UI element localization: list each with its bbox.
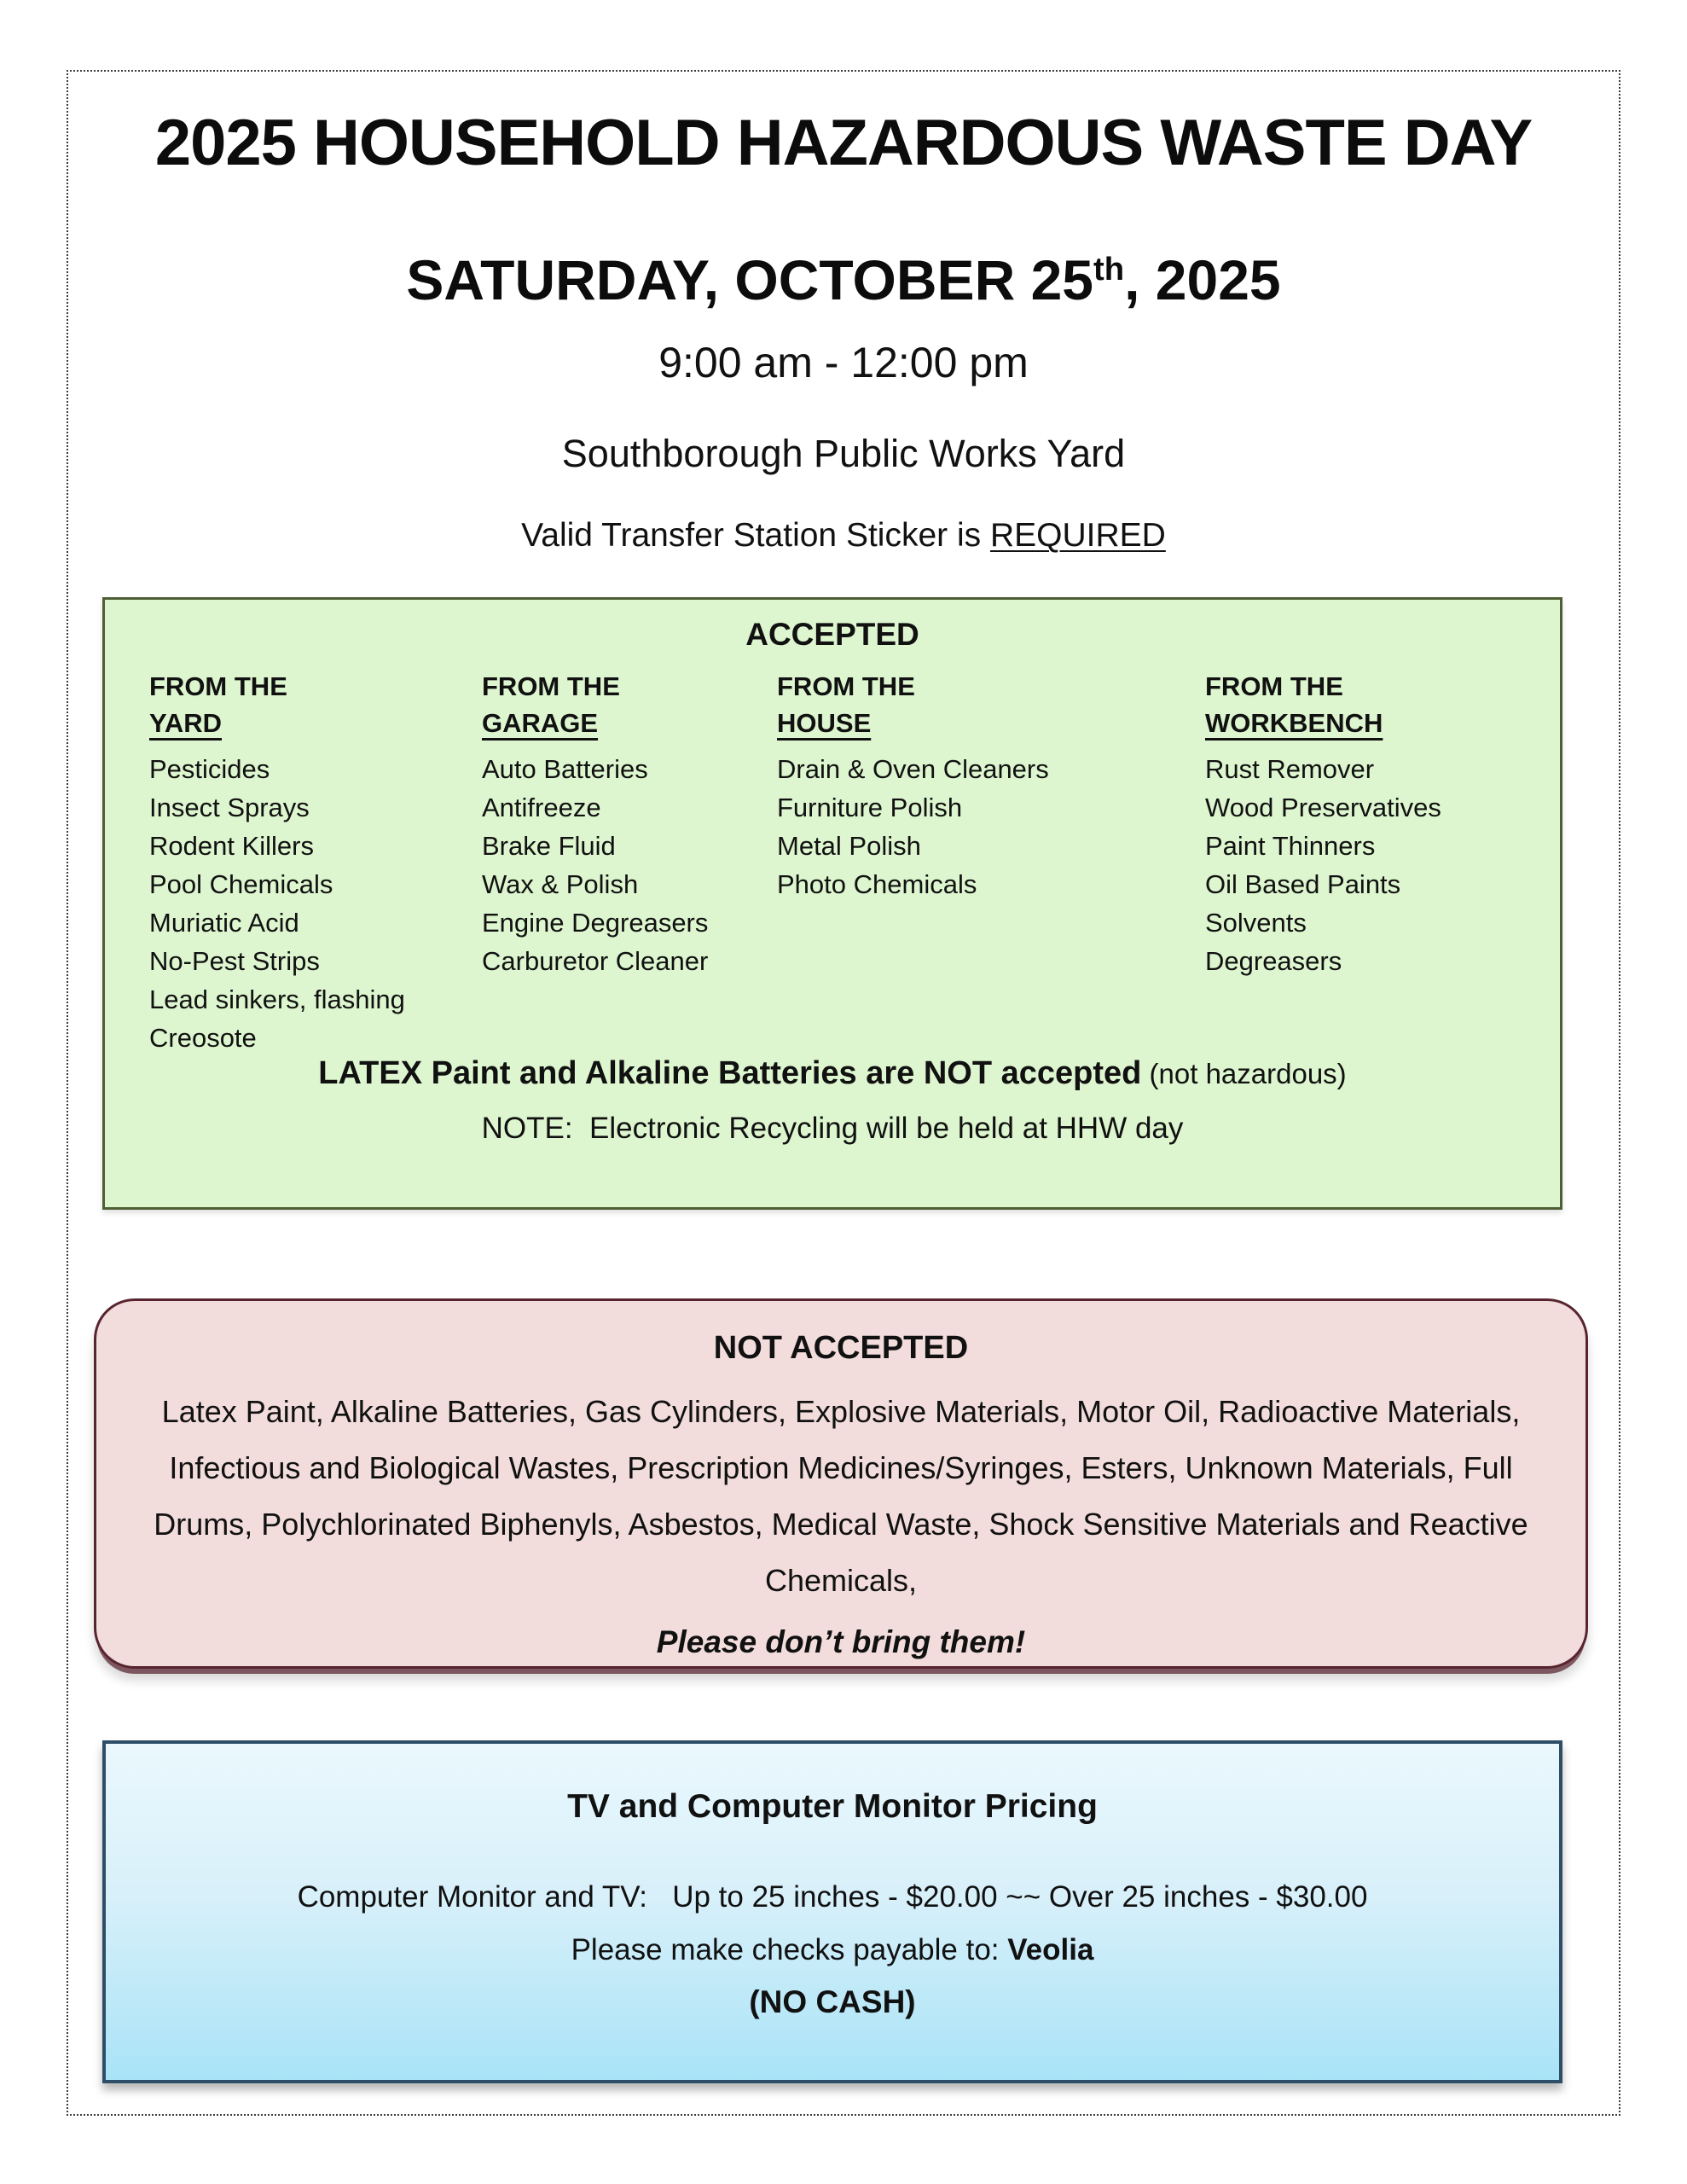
not-accepted-heading: NOT ACCEPTED [713, 1330, 969, 1366]
event-date-main: SATURDAY, OCTOBER 25 [406, 248, 1093, 311]
sticker-required-emphasis: REQUIRED [989, 517, 1166, 554]
pricing-box [102, 1740, 1562, 2083]
electronics-recycling-note: NOTE: Electronic Recycling will be held at HHW day [481, 1112, 1184, 1145]
not-accepted-box [94, 1298, 1588, 1669]
latex-note-bold: LATEX Paint and Alkaline Batteries are NOT accepted [318, 1055, 1142, 1091]
accepted-item: Wood Preservatives [1205, 793, 1441, 822]
column-header-line1: FROM THE [777, 671, 915, 701]
event-date-ordinal: th [1093, 251, 1125, 288]
event-date-year: , 2025 [1124, 248, 1281, 311]
accepted-item-list-garage [482, 750, 772, 980]
latex-note-parenthetical: (not hazardous) [1141, 1058, 1347, 1089]
accepted-item: Rodent Killers [149, 831, 314, 861]
accepted-item: Muriatic Acid [149, 908, 299, 938]
accepted-item: Rust Remover [1205, 754, 1375, 784]
event-time: 9:00 am - 12:00 pm [658, 339, 1029, 386]
column-header-line1: FROM THE [149, 671, 287, 701]
accepted-item: Paint Thinners [1205, 831, 1376, 861]
accepted-item: Insect Sprays [149, 793, 310, 822]
accepted-item: No-Pest Strips [149, 946, 320, 976]
accepted-heading: ACCEPTED [745, 617, 919, 652]
sticker-notice [0, 517, 1687, 555]
column-header-workbench [1205, 668, 1555, 741]
column-header-garage [482, 668, 772, 741]
latex-note [105, 1055, 1560, 1092]
column-header-line1: FROM THE [1205, 671, 1343, 701]
accepted-item: Degreasers [1205, 946, 1342, 976]
checks-line-text: Please make checks payable to: [571, 1933, 1008, 1966]
accepted-box [102, 597, 1562, 1210]
sticker-notice-text: Valid Transfer Station Sticker is [521, 517, 990, 554]
accepted-item: Engine Degreasers [482, 908, 709, 938]
accepted-item-list-workbench [1205, 750, 1555, 980]
pricing-line: Computer Monitor and TV: Up to 25 inches - $20.00 ~~ Over 25 inches - $30.00 [297, 1880, 1368, 1914]
accepted-item: Creosote [149, 1023, 257, 1053]
event-date [0, 247, 1687, 312]
accepted-item-list-house [777, 750, 1186, 903]
accepted-item: Metal Polish [777, 831, 921, 861]
no-cash-note: (NO CASH) [749, 1984, 916, 2019]
column-header-line2: GARAGE [482, 708, 599, 738]
not-accepted-body: Latex Paint, Alkaline Batteries, Gas Cylinders, Explosive Materials, Motor Oil, Radioactive Materials, Infectious and Biological Wastes, Prescription Medicines/Syringes, Esters, Unknown Materials, Full Drums, Polychlorinated Biphenyls, Asbestos, Medical Waste, Shock Sensitive Materials and Reactive Chemicals, [154, 1394, 1528, 1598]
accepted-item: Pool Chemicals [149, 869, 333, 899]
accepted-item: Pesticides [149, 754, 270, 784]
accepted-item: Lead sinkers, flashing [149, 985, 405, 1014]
accepted-item-list-yard [149, 750, 465, 1057]
accepted-item: Furniture Polish [777, 793, 963, 822]
accepted-item: Photo Chemicals [777, 869, 977, 899]
accepted-item: Antifreeze [482, 793, 601, 822]
column-header-line2: HOUSE [777, 708, 872, 738]
column-header-line2: WORKBENCH [1205, 708, 1383, 738]
accepted-item: Drain & Oven Cleaners [777, 754, 1049, 784]
accepted-item: Carburetor Cleaner [482, 946, 709, 976]
column-header-line1: FROM THE [482, 671, 620, 701]
checks-payee: Veolia [1007, 1933, 1094, 1966]
accepted-column-workbench [1205, 668, 1555, 980]
checks-line [106, 1933, 1559, 1967]
plea-note: Please don’t bring them! [656, 1624, 1026, 1659]
accepted-item: Oil Based Paints [1205, 869, 1401, 899]
accepted-item: Wax & Polish [482, 869, 639, 899]
accepted-item: Auto Batteries [482, 754, 648, 784]
accepted-item: Solvents [1205, 908, 1307, 938]
accepted-column-garage [482, 668, 772, 980]
column-header-line2: YARD [149, 708, 222, 738]
accepted-column-yard [149, 668, 465, 1057]
column-header-house [777, 668, 1186, 741]
accepted-item: Brake Fluid [482, 831, 616, 861]
page-title: 2025 HOUSEHOLD HAZARDOUS WASTE DAY [154, 107, 1533, 179]
accepted-column-house [777, 668, 1186, 903]
column-header-yard [149, 668, 465, 741]
event-location: Southborough Public Works Yard [561, 432, 1126, 475]
pricing-heading: TV and Computer Monitor Pricing [567, 1788, 1098, 1825]
